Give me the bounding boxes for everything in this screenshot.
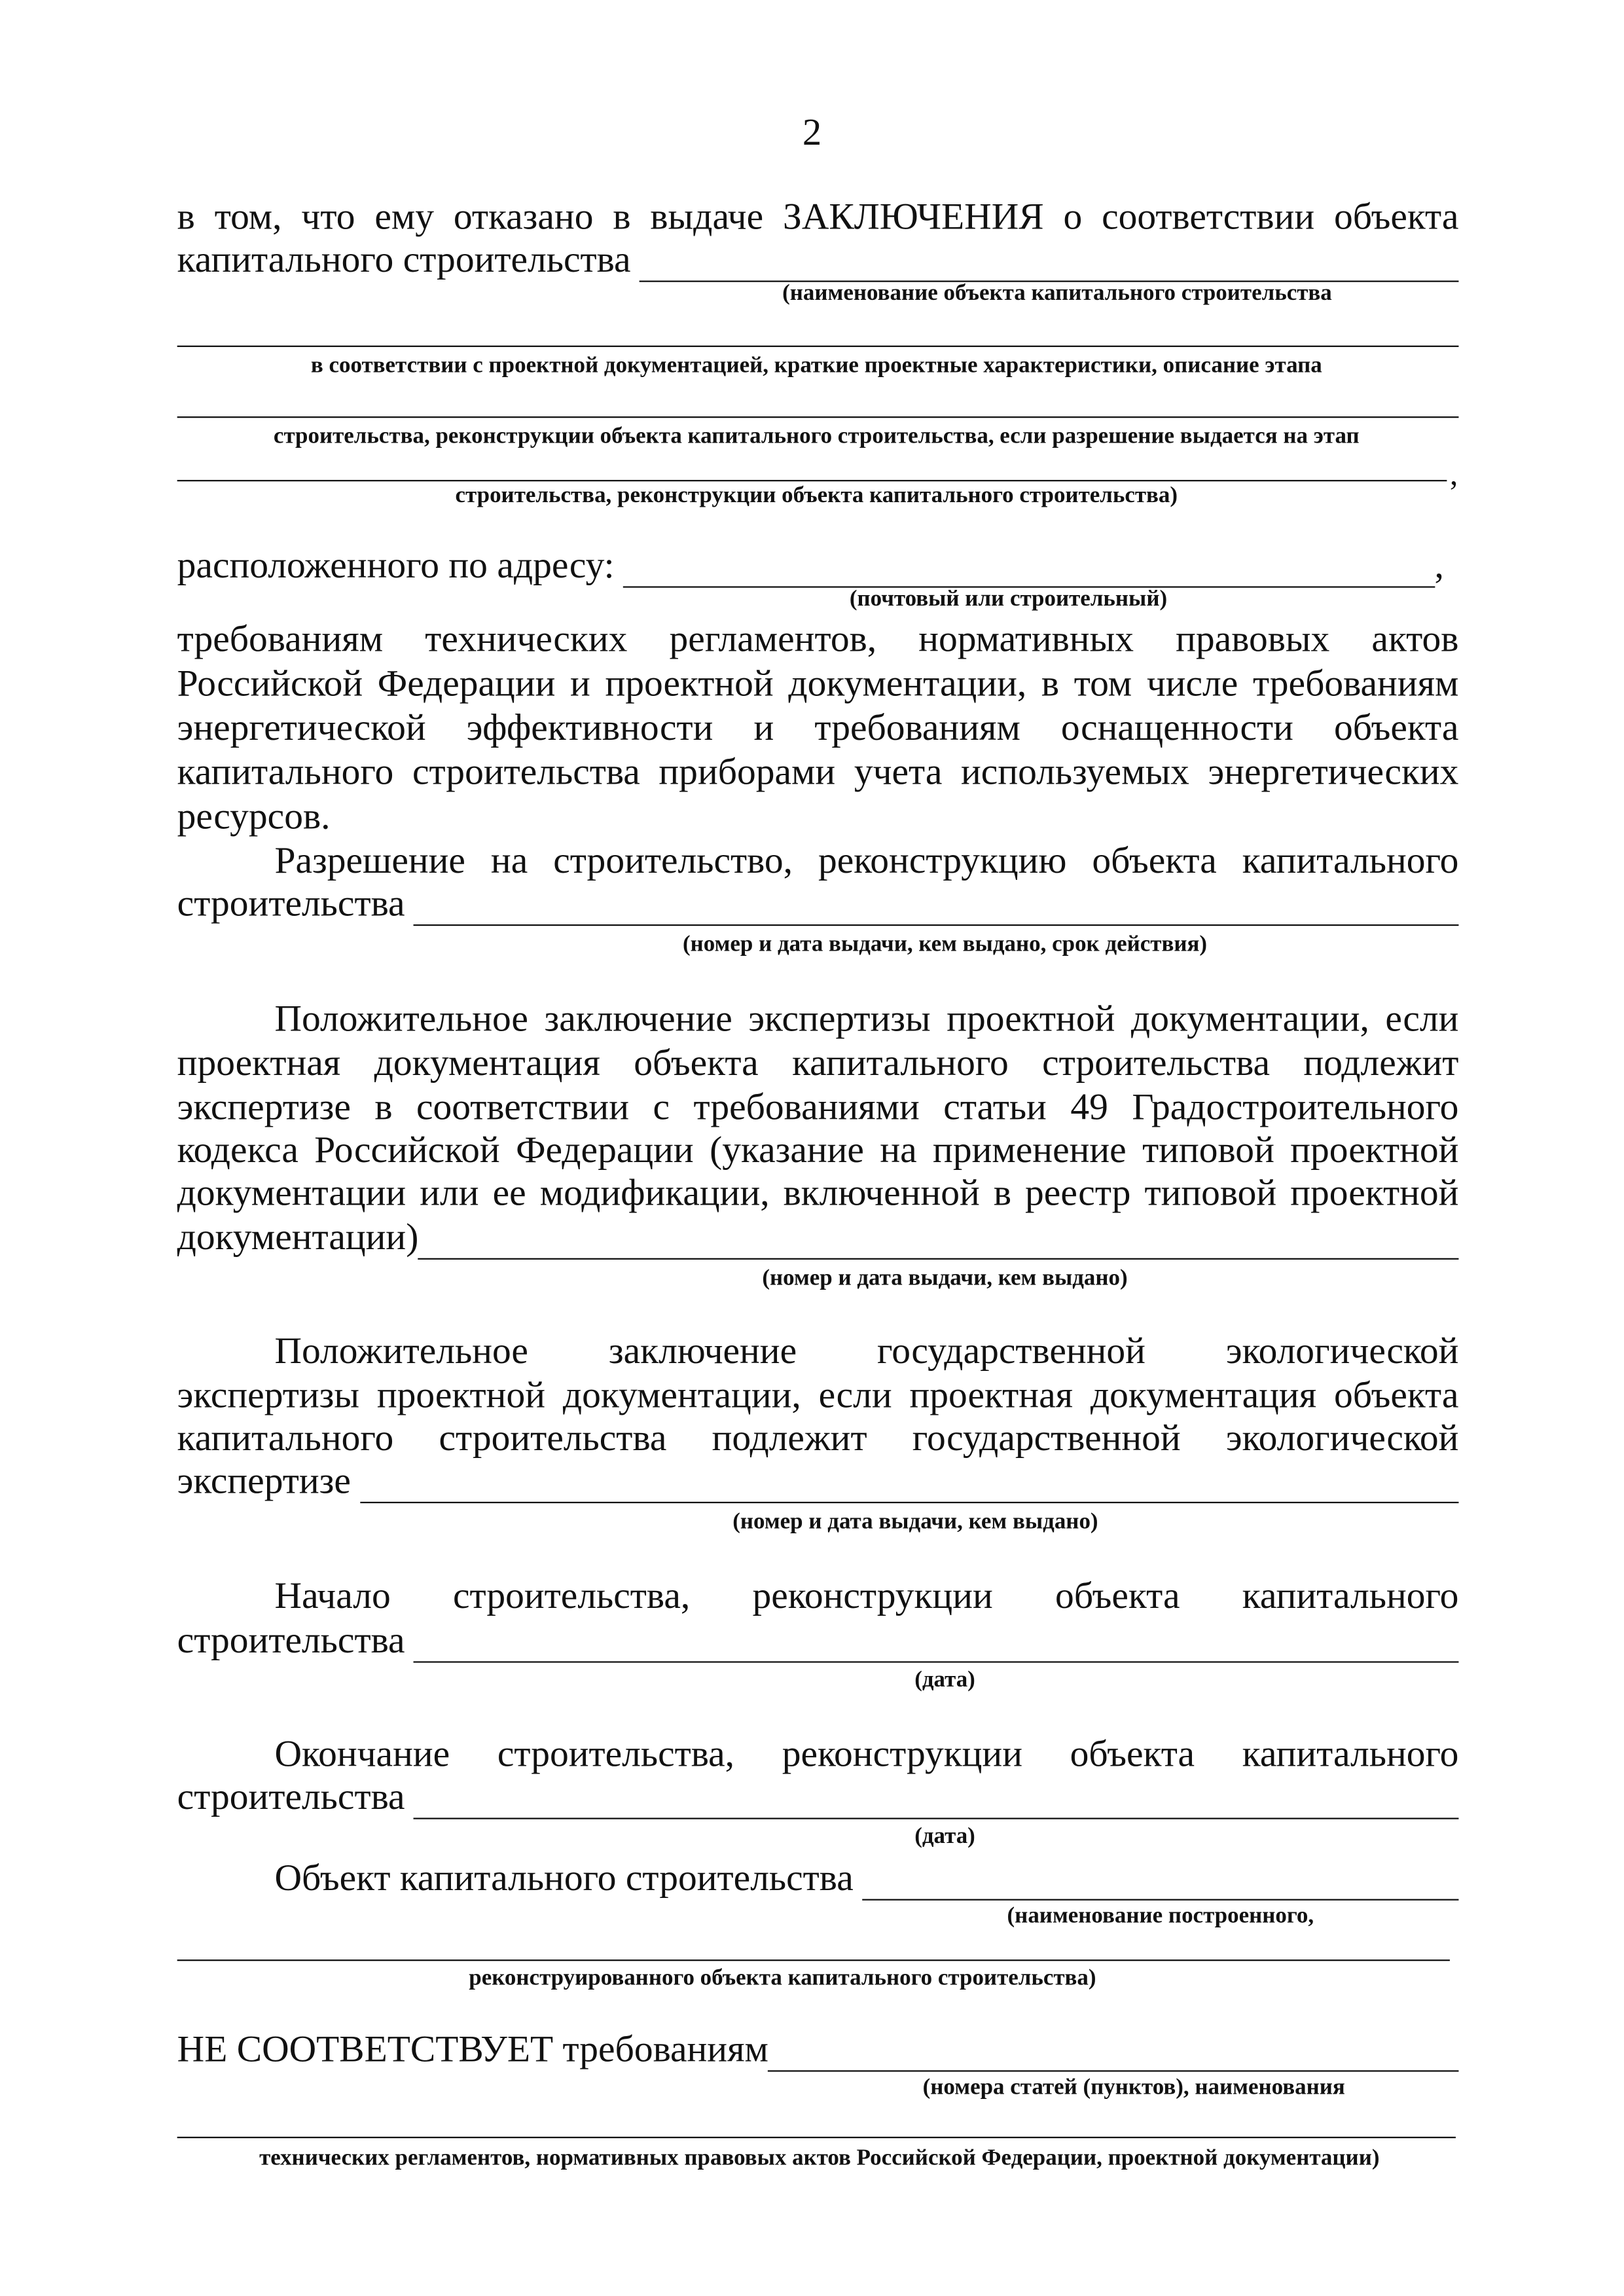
object-field — [177, 238, 1459, 282]
blank-line[interactable] — [359, 1469, 1458, 1503]
text-line: Окончание строительства, реконструкции объекта капитального — [274, 1732, 1459, 1776]
text-line: в том, что ему отказано в выдаче ЗАКЛЮЧЕНИЯ о соответствии объекта — [177, 194, 1459, 238]
eco-expertise-field: экспертизе — [177, 1459, 1459, 1503]
blank-line[interactable] — [418, 1226, 1458, 1260]
caption: реконструированного объекта капитального строительства) — [469, 1965, 1096, 1991]
caption: в соответствии с проектной документацией, краткие проектные характеристики, описание этапа — [310, 353, 1322, 378]
caption: (почтовый или строительный) — [849, 586, 1168, 611]
caption: (наименование объекта капитального строительства — [782, 280, 1332, 306]
blank-line[interactable] — [640, 248, 1458, 282]
blank-line[interactable] — [623, 554, 1434, 588]
blank-line[interactable] — [862, 1867, 1458, 1901]
start-date-field: строительства — [177, 1618, 1459, 1663]
caption: (номер и дата выдачи, кем выдано, срок действия) — [682, 932, 1208, 957]
object-name-field: Объект капитального строительства — [275, 1856, 1459, 1901]
caption: строительства, реконструкции объекта капитального строительства) — [455, 483, 1178, 508]
end-date-field: строительства — [177, 1775, 1459, 1819]
caption: (номер и дата выдачи, кем выдано) — [732, 1509, 1098, 1535]
text-line: кодекса Российской Федерации (указание на применение типовой проектной — [177, 1128, 1459, 1171]
caption: (номер и дата выдачи, кем выдано) — [762, 1265, 1128, 1291]
address-field: расположенного по адресу: , — [177, 543, 1444, 588]
text-line: проектная документация объекта капитального строительства подлежит — [177, 1041, 1459, 1084]
field-label: капитального строительства — [177, 238, 631, 281]
text-line: Начало строительства, реконструкции объекта капитального — [274, 1574, 1459, 1617]
text-line: Разрешение на строительство, реконструкцию объекта капитального — [274, 839, 1459, 882]
text-line: экспертизе в соответствии с требованиями статьи 49 Градостроительного — [177, 1085, 1459, 1129]
caption: технических регламентов, нормативных правовых актов Российской Федерации, проектной документации) — [259, 2145, 1380, 2171]
permit-field: строительства — [177, 882, 1459, 926]
text-line: энергетической эффективности и требованиям оснащенности объекта — [177, 706, 1459, 749]
text-line: ресурсов. — [177, 794, 331, 837]
caption: (номера статей (пунктов), наименования — [922, 2074, 1345, 2100]
caption: строительства, реконструкции объекта капитального строительства, если разрешение выдается на этап — [273, 424, 1360, 449]
blank-line[interactable] — [768, 2038, 1458, 2072]
text-line: требованиям технических регламентов, нормативных правовых актов — [177, 617, 1459, 661]
caption: (дата) — [914, 1823, 975, 1849]
text-line: Российской Федерации и проектной документации, в том числе требованиям — [177, 661, 1459, 704]
text-line: Положительное заключение экспертизы проектной документации, если — [274, 996, 1459, 1040]
blank-line[interactable] — [177, 346, 1459, 347]
blank-line[interactable] — [177, 416, 1459, 418]
page-number: 2 — [802, 111, 822, 154]
expertise-field: документации) — [177, 1215, 1459, 1260]
caption: (наименование построенного, — [1007, 1903, 1314, 1929]
field-label: расположенного по адресу: — [177, 543, 615, 587]
comma: , — [1449, 454, 1458, 492]
blank-line[interactable] — [177, 1959, 1450, 1961]
text-line: экспертизы проектной документации, если проектная документация объекта — [177, 1373, 1459, 1417]
noncompliance-field: НЕ СООТВЕТСТВУЕТ требованиям — [177, 2028, 1459, 2072]
blank-line[interactable] — [177, 2137, 1456, 2138]
text-line: капитального строительства приборами учета используемых энергетических — [177, 750, 1459, 793]
blank-line[interactable] — [414, 1785, 1458, 1819]
caption: (дата) — [914, 1667, 975, 1692]
text-line: Положительное заключение государственной экологической — [274, 1328, 1459, 1372]
text-line: документации или ее модификации, включенной в реестр типовой проектной — [177, 1171, 1459, 1214]
blank-line[interactable] — [414, 892, 1458, 926]
blank-line[interactable] — [414, 1629, 1458, 1663]
text-line: капитального строительства подлежит государственной экологической — [177, 1416, 1459, 1459]
